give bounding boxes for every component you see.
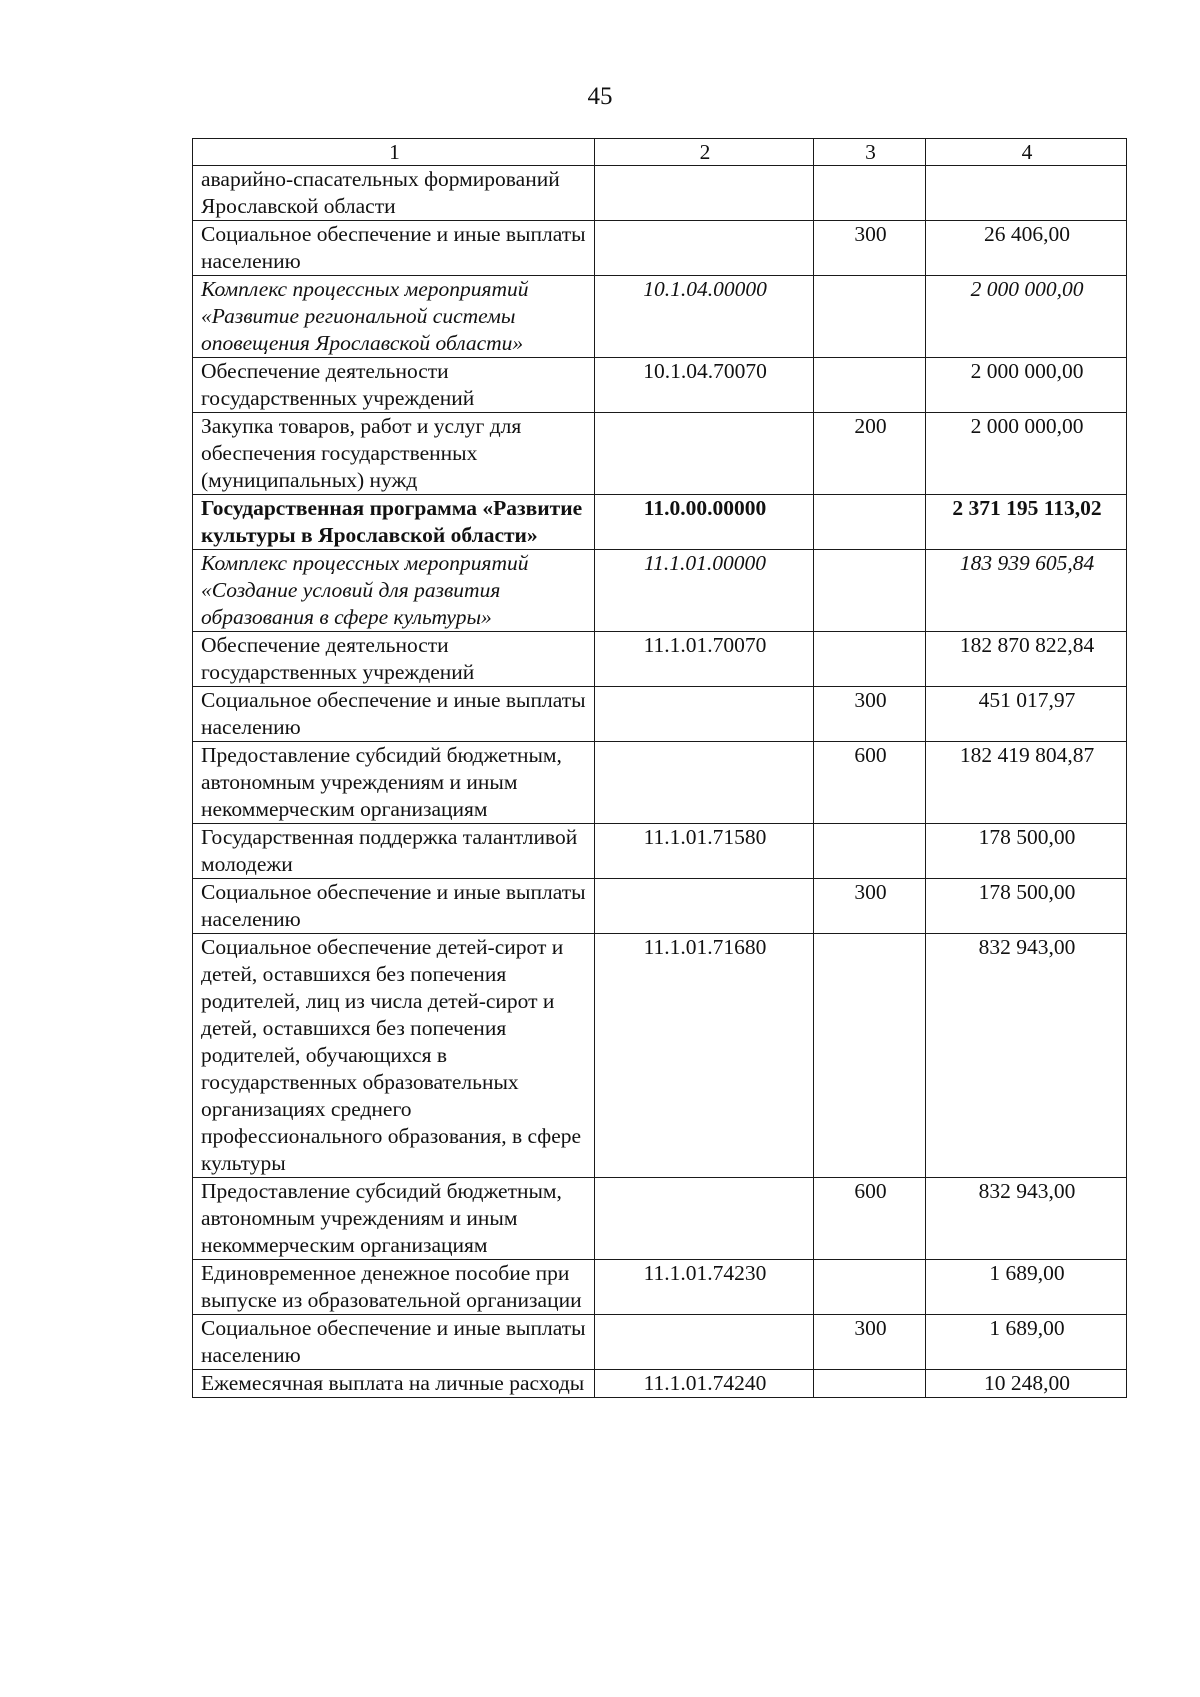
table-body (193, 166, 1127, 1398)
header-col-4: 4 (926, 139, 1127, 166)
row-name-cell: Закупка товаров, работ и услуг для обеспечения государственных (муниципальных) нужд (193, 413, 595, 495)
row-type-cell (814, 934, 926, 1178)
row-type-cell (814, 276, 926, 358)
row-code-cell: 11.1.01.71680 (595, 934, 814, 1178)
row-type-cell: 200 (814, 413, 926, 495)
row-type-cell (814, 632, 926, 687)
table-row (193, 358, 1127, 413)
table-row (193, 495, 1127, 550)
row-name-cell: аварийно-спасательных формирований Ярославской области (193, 166, 595, 221)
row-amount-cell: 182 870 822,84 (926, 632, 1127, 687)
row-code-cell: 11.1.01.74230 (595, 1260, 814, 1315)
row-amount-cell: 2 371 195 113,02 (926, 495, 1127, 550)
row-type-cell (814, 358, 926, 413)
row-name-cell: Социальное обеспечение детей-сирот и детей, оставшихся без попечения родителей, лиц из числа детей-сирот и детей, оставшихся без попечения родителей, обучающихся в государственных образовательных организациях среднего профессионального образования, в сфере культуры (193, 934, 595, 1178)
row-amount-cell: 178 500,00 (926, 824, 1127, 879)
row-name-cell: Предоставление субсидий бюджетным, автономным учреждениям и иным некоммерческим организациям (193, 742, 595, 824)
table-row (193, 742, 1127, 824)
table-row (193, 1260, 1127, 1315)
row-type-cell (814, 1260, 926, 1315)
row-amount-cell: 832 943,00 (926, 934, 1127, 1178)
row-code-cell: 10.1.04.70070 (595, 358, 814, 413)
row-name-cell: Государственная программа «Развитие культуры в Ярославской области» (193, 495, 595, 550)
row-type-cell: 600 (814, 742, 926, 824)
row-code-cell (595, 742, 814, 824)
row-type-cell: 300 (814, 879, 926, 934)
table-row (193, 550, 1127, 632)
table-row (193, 879, 1127, 934)
header-col-2: 2 (595, 139, 814, 166)
row-code-cell (595, 1315, 814, 1370)
row-code-cell: 11.1.01.00000 (595, 550, 814, 632)
row-amount-cell: 2 000 000,00 (926, 413, 1127, 495)
table-row (193, 276, 1127, 358)
row-type-cell (814, 166, 926, 221)
row-amount-cell: 1 689,00 (926, 1315, 1127, 1370)
row-name-cell: Комплекс процессных мероприятий «Создание условий для развития образования в сфере культуры» (193, 550, 595, 632)
row-type-cell (814, 1370, 926, 1398)
row-code-cell: 11.1.01.71580 (595, 824, 814, 879)
row-name-cell: Государственная поддержка талантливой молодежи (193, 824, 595, 879)
table-row (193, 413, 1127, 495)
table-row (193, 1315, 1127, 1370)
row-code-cell: 10.1.04.00000 (595, 276, 814, 358)
table-header (193, 139, 1127, 166)
row-type-cell: 300 (814, 687, 926, 742)
table-row (193, 166, 1127, 221)
row-code-cell (595, 1178, 814, 1260)
row-code-cell (595, 687, 814, 742)
row-name-cell: Обеспечение деятельности государственных учреждений (193, 632, 595, 687)
row-type-cell (814, 550, 926, 632)
row-code-cell: 11.0.00.00000 (595, 495, 814, 550)
row-code-cell (595, 413, 814, 495)
table-row (193, 221, 1127, 276)
row-code-cell: 11.1.01.74240 (595, 1370, 814, 1398)
table-row (193, 824, 1127, 879)
row-type-cell: 600 (814, 1178, 926, 1260)
table-row (193, 632, 1127, 687)
row-name-cell: Обеспечение деятельности государственных учреждений (193, 358, 595, 413)
row-amount-cell: 183 939 605,84 (926, 550, 1127, 632)
row-name-cell: Единовременное денежное пособие при выпуске из образовательной организации (193, 1260, 595, 1315)
row-name-cell: Социальное обеспечение и иные выплаты населению (193, 221, 595, 276)
row-amount-cell: 2 000 000,00 (926, 358, 1127, 413)
row-type-cell: 300 (814, 221, 926, 276)
row-type-cell: 300 (814, 1315, 926, 1370)
row-amount-cell (926, 166, 1127, 221)
row-amount-cell: 26 406,00 (926, 221, 1127, 276)
row-code-cell (595, 166, 814, 221)
table-row (193, 1370, 1127, 1398)
row-code-cell (595, 879, 814, 934)
row-name-cell: Ежемесячная выплата на личные расходы (193, 1370, 595, 1398)
table-row (193, 1178, 1127, 1260)
row-name-cell: Социальное обеспечение и иные выплаты населению (193, 687, 595, 742)
page-number: 45 (587, 83, 613, 110)
row-name-cell: Социальное обеспечение и иные выплаты населению (193, 1315, 595, 1370)
table-row (193, 687, 1127, 742)
row-amount-cell: 832 943,00 (926, 1178, 1127, 1260)
row-amount-cell: 178 500,00 (926, 879, 1127, 934)
row-code-cell (595, 221, 814, 276)
row-amount-cell: 451 017,97 (926, 687, 1127, 742)
row-type-cell (814, 495, 926, 550)
row-amount-cell: 182 419 804,87 (926, 742, 1127, 824)
row-amount-cell: 2 000 000,00 (926, 276, 1127, 358)
header-col-3: 3 (814, 139, 926, 166)
header-row (193, 139, 1127, 166)
row-amount-cell: 1 689,00 (926, 1260, 1127, 1315)
budget-table (192, 138, 1127, 1398)
row-name-cell: Комплекс процессных мероприятий «Развитие региональной системы оповещения Ярославской области» (193, 276, 595, 358)
row-code-cell: 11.1.01.70070 (595, 632, 814, 687)
table-row (193, 934, 1127, 1178)
row-name-cell: Социальное обеспечение и иные выплаты населению (193, 879, 595, 934)
header-col-1: 1 (193, 139, 595, 166)
row-type-cell (814, 824, 926, 879)
row-name-cell: Предоставление субсидий бюджетным, автономным учреждениям и иным некоммерческим организациям (193, 1178, 595, 1260)
row-amount-cell: 10 248,00 (926, 1370, 1127, 1398)
